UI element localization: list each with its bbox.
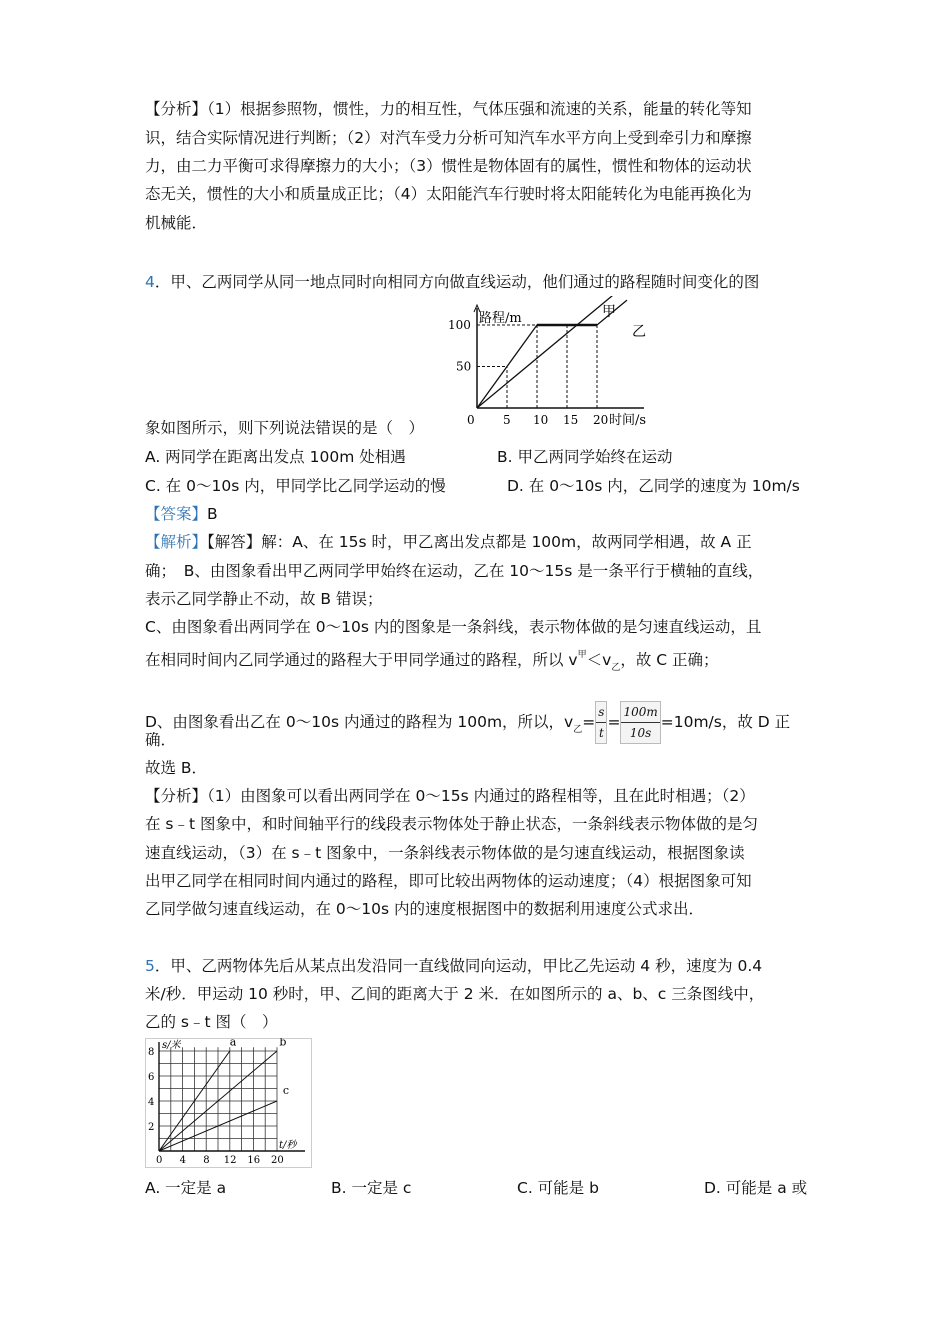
q4-explanation-5 [145,645,719,678]
q4-explanation-2: 确； B、由图象看出甲乙两同学甲始终在运动，乙在 10～15s 是一条平行于横轴的直线， [145,562,764,580]
analysis-line: 识，结合实际情况进行判断；（2）对汽车受力分析可知汽车水平方向上受到牵引力和摩擦 [145,129,752,147]
explanation-label: 【解析】 [145,533,208,551]
q5-stem [145,956,762,976]
answer-label: 【答案】 [145,505,208,523]
x-tick-label: 5 [503,413,511,427]
series-label: c [282,1084,290,1097]
analysis-line: 态无关，惯性的大小和质量成正比；（4）太阳能汽车行驶时将太阳能转化为电能再换化为 [145,185,752,203]
q5-stem-2: 米/秒．甲运动 10 秒时，甲、乙间的距离大于 2 米．在如图所示的 a、b、c 三条图线中， [145,985,765,1003]
q5-option-b: B. 一定是 c [331,1179,412,1197]
x-tick-label: 20 [593,413,609,427]
x-tick-label: 10 [533,413,549,427]
series-label: b [279,1038,287,1049]
explanation-text: ＜v [586,651,612,669]
origin-label: 0 [467,413,475,427]
analysis-line: 力，由二力平衡可求得摩擦力的大小；（3）惯性是物体固有的属性，惯性和物体的运动状 [145,157,752,175]
q4-stem-text: ．甲、乙两同学从同一地点同时向相同方向做直线运动，他们通过的路程随时间变化的图 [154,273,760,291]
q5-option-c: C. 可能是 b [517,1179,599,1197]
series-label: 乙 [632,324,646,340]
analysis-line: 机械能． [145,214,208,232]
x-tick-label: 15 [563,413,579,427]
x-tick-label: 20 [271,1155,284,1166]
q5-stem-3: 乙的 s﹣t 图（ ） [145,1013,278,1031]
x-tick-label: 8 [203,1155,210,1166]
y-tick-label: 2 [148,1122,155,1133]
y-tick-label: 8 [148,1047,155,1058]
formula-fraction-st [595,701,607,744]
y-tick-label: 50 [456,359,472,374]
x-axis-label: 时间/s [609,413,647,428]
q4-analysis-5: 乙同学做匀速直线运动，在 0～10s 内的速度根据图中的数据利用速度公式求出． [145,900,705,918]
answer-value: B [207,505,218,523]
q4-option-d: D. 在 0～10s 内，乙同学的速度为 10m/s [507,477,800,495]
subscript-jia: 甲 [577,650,587,660]
q5-option-d: D. 可能是 a 或 [704,1179,808,1197]
formula-fraction-values [620,701,660,744]
q4-explanation-1 [145,532,752,552]
y-tick-label: 100 [448,318,471,332]
q4-stem-2: 象如图所示，则下列说法错误的是（ ） [145,419,425,437]
explanation-text: 【解答】解：A、在 15s 时，甲乙离出发点都是 100m，故两同学相遇，故 A 正 [207,533,752,551]
q4-st-chart [444,296,664,430]
q4-option-b: B. 甲乙两同学始终在运动 [497,448,673,466]
series-label: 甲 [602,304,616,320]
q4-explanation-8: 故选 B． [145,759,208,777]
q4-explanation-7: 确． [145,731,177,749]
q4-explanation-6: D、由图象看出乙在 0～10s 内通过的路程为 100m，所以，$v_乙=$ $\frac{s}{t}$ = $\frac{100m}{10s}$ =10m/s，故 D 正 [145,701,790,744]
q4-option-c: C. 在 0～10s 内，甲同学比乙同学运动的慢 [145,477,446,495]
x-tick-label: 12 [223,1155,237,1166]
x-tick-label: 16 [247,1155,261,1166]
q5-number: 5 [145,957,155,975]
q4-explanation-3: 表示乙同学静止不动，故 B 错误； [145,590,383,608]
explanation-text: 在相同时间内乙同学通过的路程大于甲同学通过的路程，所以 v [145,651,578,669]
subscript-yi: 乙 [611,663,621,673]
y-axis-label: 路程/m [479,311,522,326]
q4-answer [145,504,218,524]
q4-analysis-4: 出甲乙同学在相同时间内通过的路程，即可比较出两物体的运动速度；（4）根据图象可知 [145,872,752,890]
q4-option-a: A. 两同学在距离出发点 100m 处相遇 [145,448,406,466]
frac-numerator: s [596,702,606,723]
analysis-line: 【分析】（1）根据参照物，惯性，力的相互性，气体压强和流速的关系，能量的转化等知 [145,100,752,118]
series-label: a [229,1038,237,1049]
explanation-text: D、由图象看出乙在 0～10s 内通过的路程为 100m，所以，v [145,713,574,731]
q5-st-chart [145,1038,312,1168]
q4-stem [145,272,759,292]
q4-analysis-2: 在 s﹣t 图象中，和时间轴平行的线段表示物体处于静止状态，一条斜线表示物体做的是匀 [145,815,759,833]
q5-stem-text: ．甲、乙两物体先后从某点出发沿同一直线做同向运动，甲比乙先运动 4 秒，速度为 0.4 [154,957,763,975]
x-tick-label: 0 [156,1155,163,1166]
explanation-text: ，故 C 正确； [620,651,719,669]
y-tick-label: 6 [148,1072,155,1083]
q4-analysis-3: 速直线运动，（3）在 s﹣t 图象中，一条斜线表示物体做的是匀速直线运动，根据图象读 [145,844,745,862]
y-tick-label: 4 [148,1097,155,1108]
frac-numerator: 100m [621,702,659,723]
y-axis-label: s/米 [162,1040,181,1051]
q4-number: 4 [145,273,155,291]
subscript-yi: 乙 [573,725,583,735]
x-axis-label: t/秒 [279,1140,297,1151]
explanation-text: =10m/s，故 D 正 [660,713,791,731]
q4-analysis-1: 【分析】（1）由图象可以看出两同学在 0～15s 内通过的路程相等，且在此时相遇；（2） [145,787,755,805]
frac-denominator: t [598,726,604,740]
frac-denominator: 10s [629,726,652,740]
q4-explanation-4: C、由图象看出两同学在 0～10s 内的图象是一条斜线，表示物体做的是匀速直线运动，且 [145,618,762,636]
q5-option-a: A. 一定是 a [145,1179,227,1197]
x-tick-label: 4 [179,1155,186,1166]
